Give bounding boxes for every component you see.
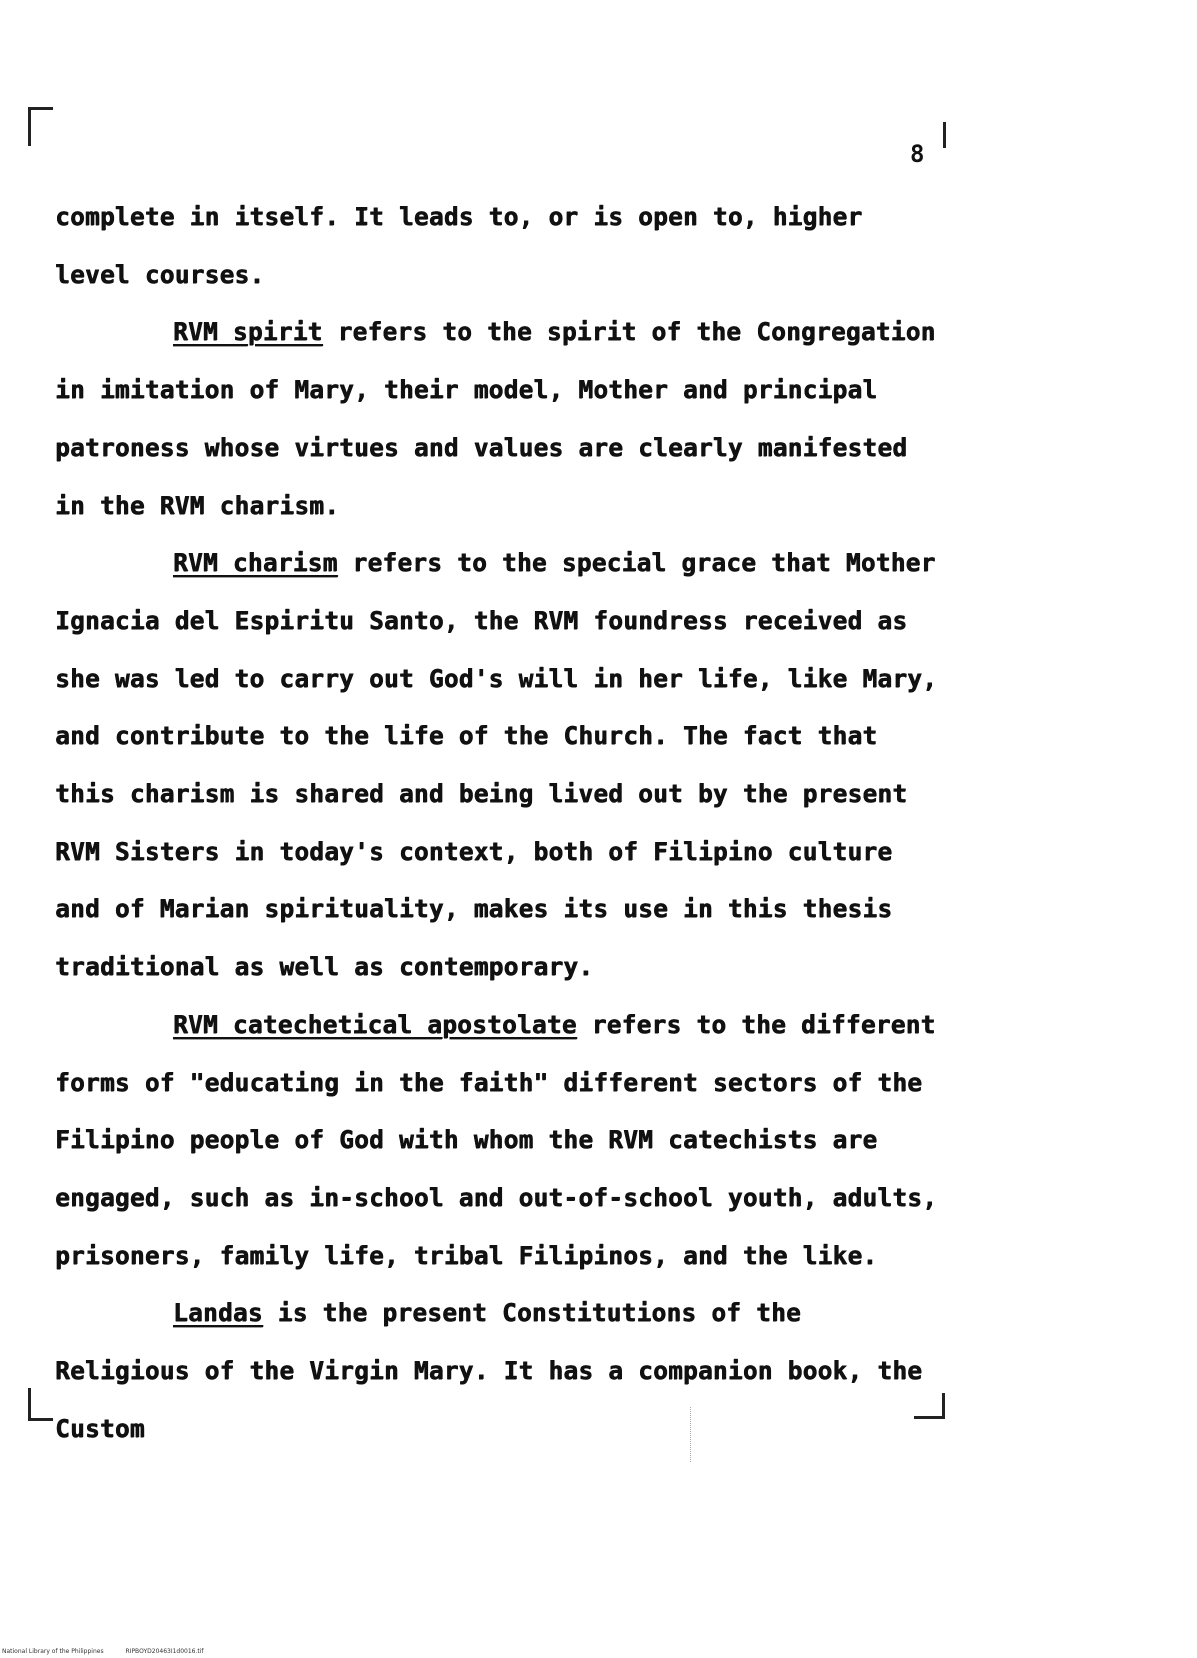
definition-rvm-charism: refers to the special grace that Mother Ignacia del Espiritu Santo, the RVM foundress received as she was led to carry out God's will in her life, like Mary, and contribute to the life of the Church. The fact that this charism is shared and being lived out by the present RVM Sisters in today's context, both of Filipino culture and of Marian spirituality, makes its use in this thesis traditional as well as contemporary. <box>55 548 938 982</box>
crop-mark-bottom-left <box>28 1388 53 1421</box>
scan-artifact <box>690 1407 692 1462</box>
definition-rvm-spirit: refers to the spirit of the Congregation in imitation of Mary, their model, Mother and principal patroness whose virtues and values are clearly manifested in the RVM charism. <box>55 317 936 520</box>
crop-mark-top-left <box>28 107 53 146</box>
scan-footer <box>2 1648 224 1655</box>
footer-file: RIPBOYD20463I1d0016.tif <box>125 1648 204 1655</box>
body-text <box>55 188 945 1457</box>
term-rvm-charism: RVM charism <box>173 548 338 578</box>
term-rvm-spirit: RVM spirit <box>173 317 323 347</box>
definition-landas: is the present Constitutions of the Religious of the Virgin Mary. It has a companion book, the Custom <box>55 1298 923 1443</box>
paragraph-continuation: complete in itself. It leads to, or is open to, higher level courses. <box>55 202 863 289</box>
term-landas: Landas <box>173 1298 263 1328</box>
footer-library: National Library of the Philippines <box>2 1648 104 1655</box>
paragraph-rvm-spirit <box>55 303 945 534</box>
term-rvm-catechetical-apostolate: RVM catechetical apostolate <box>173 1009 577 1039</box>
page-number: 8 <box>910 140 925 168</box>
paragraph-rvm-catechetical-apostolate <box>55 996 945 1285</box>
paragraph-rvm-charism <box>55 534 945 996</box>
definition-rvm-catechetical-apostolate: refers to the different forms of "educating in the faith" different sectors of the Filipino people of God with whom the RVM catechists are engaged, such as in-school and out-of-school youth, adults, prisoners, family life, tribal Filipinos, and the like. <box>55 1009 938 1270</box>
paragraph-landas <box>55 1284 945 1457</box>
crop-mark-top-right <box>925 122 946 148</box>
